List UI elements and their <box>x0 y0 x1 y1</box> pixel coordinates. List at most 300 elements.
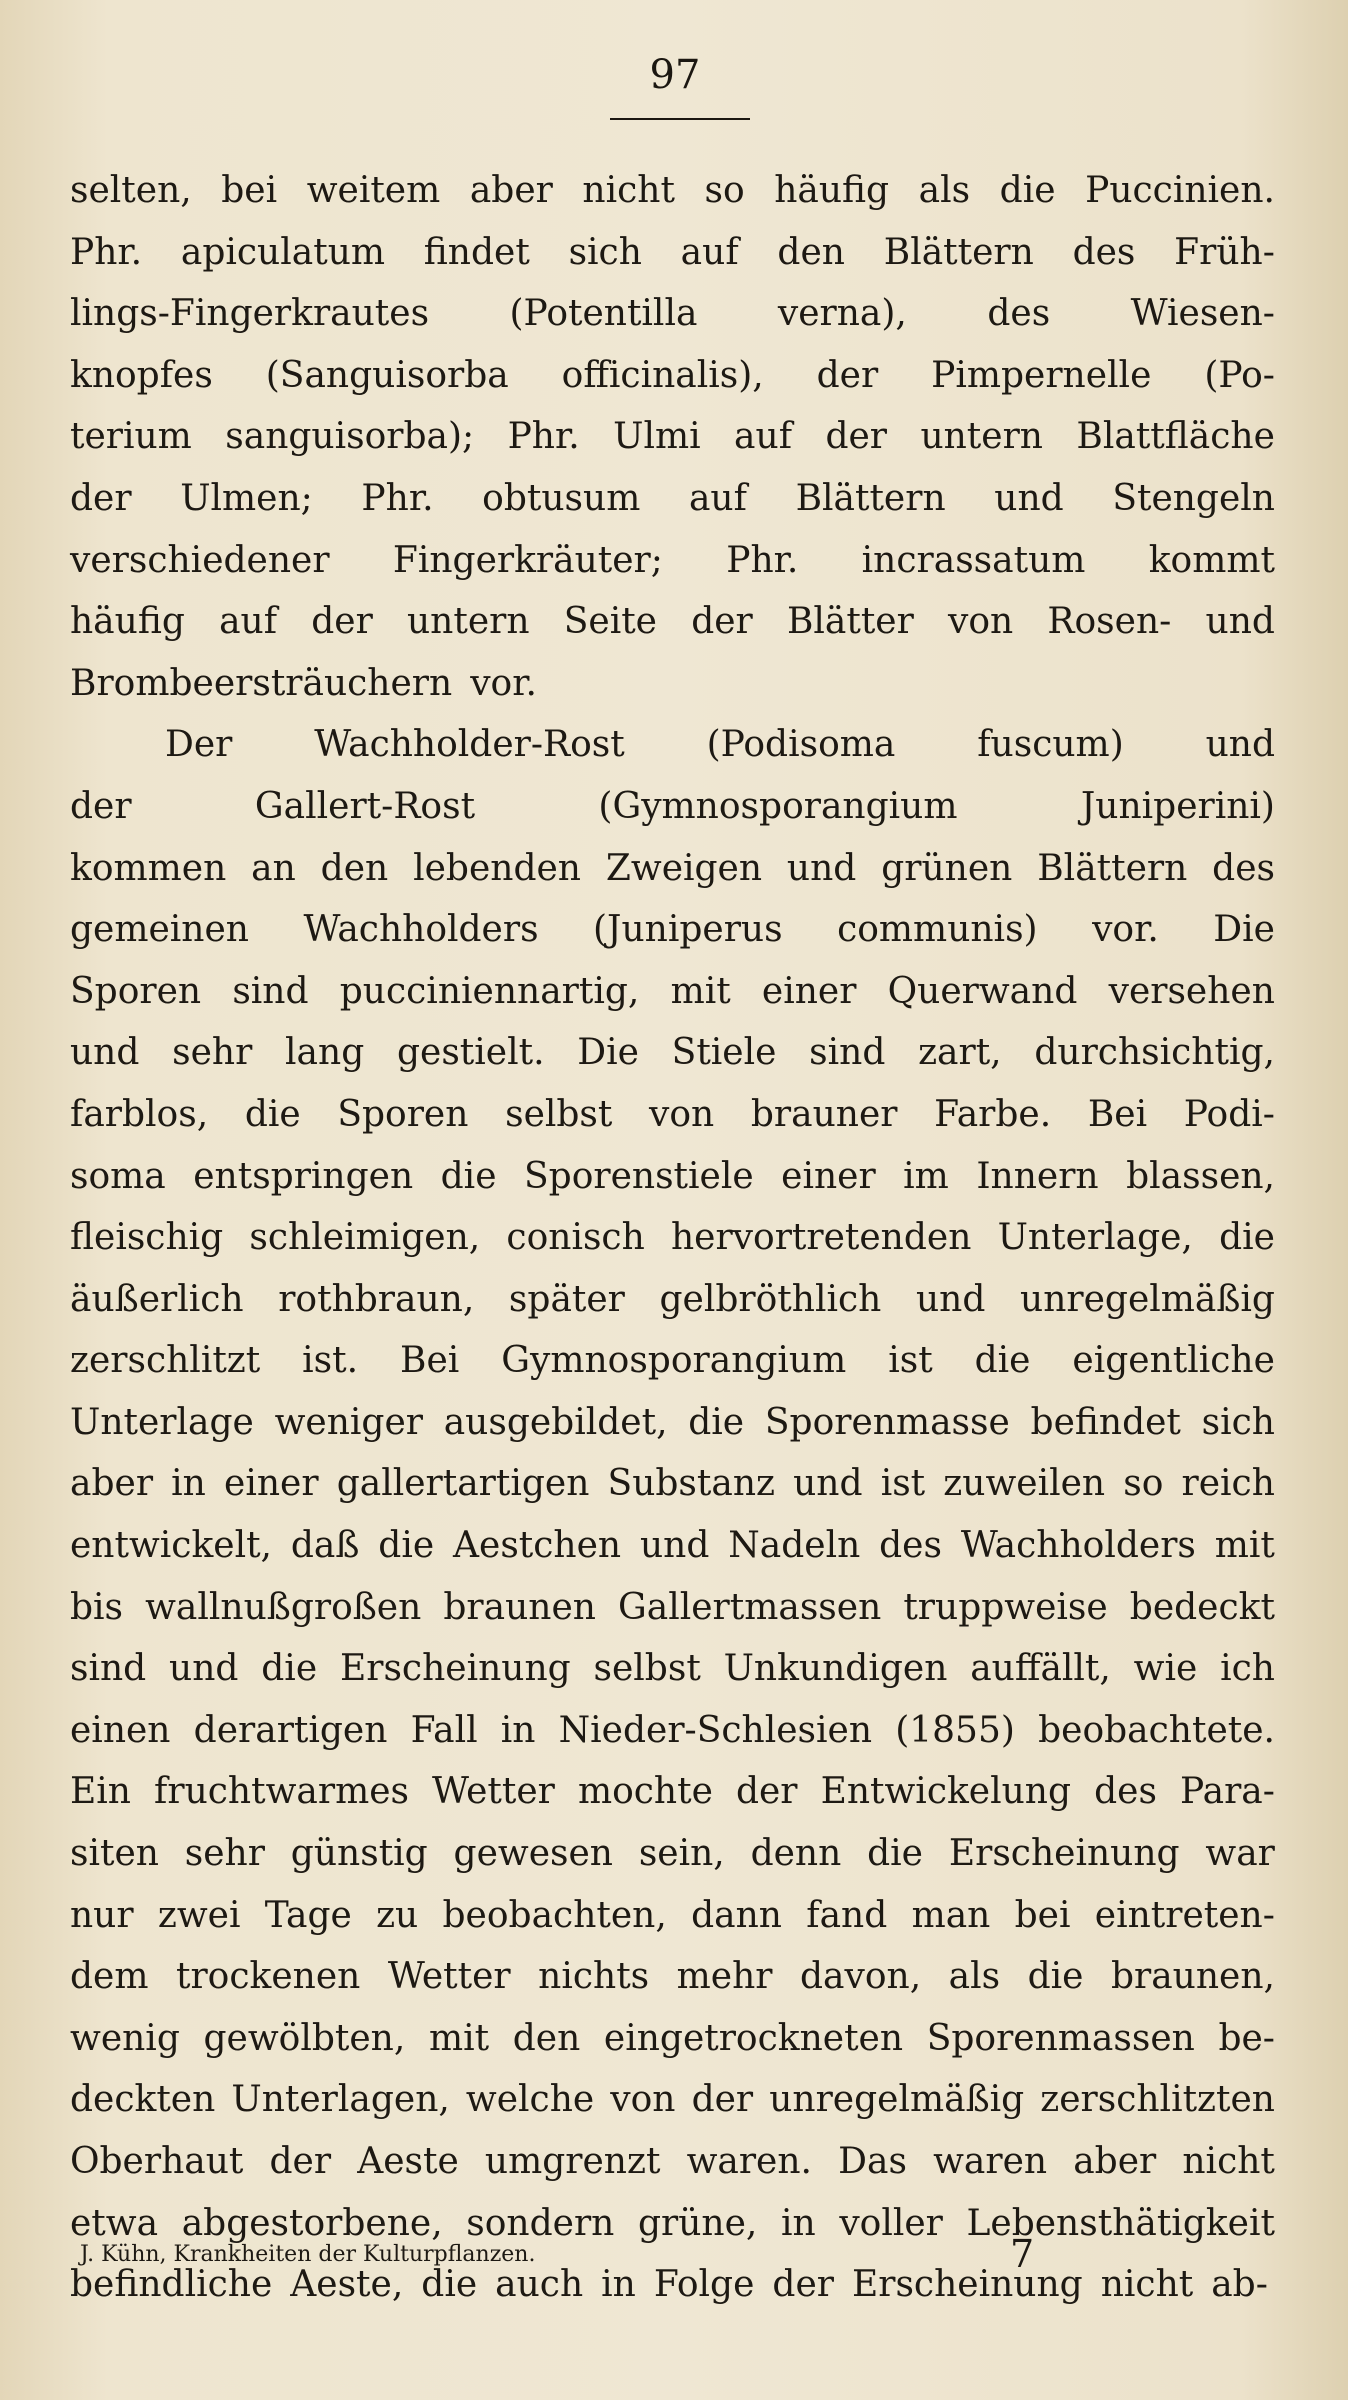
word: einer <box>781 1155 876 1197</box>
text-line <box>70 653 1275 715</box>
text-line <box>70 160 1275 222</box>
word: auffällt, <box>970 1648 1111 1690</box>
word: fand <box>806 1894 888 1936</box>
word: (Gymnosporangium <box>598 785 958 827</box>
word: Blättern <box>1037 847 1188 889</box>
word: Der <box>165 724 233 766</box>
word: des <box>1094 1771 1157 1813</box>
word: Fingerkräuter; <box>392 539 663 581</box>
word: Unterlage <box>70 1401 254 1443</box>
text-line <box>70 961 1275 1023</box>
word: aber <box>70 1463 154 1505</box>
word: der <box>825 416 888 458</box>
word: selbst <box>505 1093 613 1135</box>
word: nicht <box>1182 2141 1275 2182</box>
word: der <box>691 2079 754 2121</box>
word: Phr. <box>726 539 799 581</box>
word: vor. <box>1092 909 1159 951</box>
word: Tage <box>264 1894 352 1936</box>
word: Para- <box>1180 1771 1275 1813</box>
word: und <box>1205 724 1275 766</box>
word: Ein <box>70 1771 131 1813</box>
word: gemeinen <box>70 909 249 951</box>
word: von <box>948 601 1014 643</box>
word: und <box>793 1463 863 1505</box>
word: in <box>171 1463 206 1505</box>
word: kommen <box>70 847 227 889</box>
word: und <box>1205 601 1275 643</box>
word: Wachholders <box>960 1525 1196 1567</box>
word: reich <box>1181 1463 1275 1505</box>
word: die <box>440 1155 497 1197</box>
word: Farbe. <box>934 1093 1052 1135</box>
word: wenig <box>70 2017 180 2059</box>
word: der <box>70 785 132 827</box>
word: Erscheinung <box>339 1648 571 1690</box>
word: welche <box>465 2079 595 2121</box>
word: apiculatum <box>180 231 386 273</box>
word: Lebensthätigkeit <box>966 2202 1275 2244</box>
word: unregelmäßig <box>769 2079 1025 2121</box>
word: denn <box>750 1833 842 1875</box>
word: äußerlich <box>70 1278 244 1320</box>
word: ist <box>888 1340 933 1382</box>
word: braunen, <box>1110 1956 1275 1998</box>
word: Wetter <box>387 1956 511 1998</box>
word: Ulmi <box>613 416 701 458</box>
word: Wachholder-Rost <box>314 724 625 766</box>
word: die <box>688 1401 745 1443</box>
word: den <box>320 847 389 889</box>
word: zu <box>376 1894 419 1936</box>
word: die <box>261 1648 318 1690</box>
word: aber <box>469 170 553 211</box>
word: Aestchen <box>453 1525 622 1567</box>
word: Sporenstiele <box>524 1155 754 1197</box>
word: eigentliche <box>1072 1340 1275 1382</box>
word: Zweigen <box>605 847 763 889</box>
word: officinalis), <box>561 354 764 396</box>
word: die <box>999 170 1056 211</box>
word: und <box>169 1648 239 1690</box>
word: so <box>704 170 745 211</box>
word: grünen <box>881 847 1013 889</box>
header-rule <box>610 118 750 120</box>
word: Blättern <box>883 231 1034 273</box>
word: verna), <box>777 293 907 335</box>
word: Phr. <box>361 477 434 519</box>
word: umgrenzt <box>484 2141 661 2182</box>
word: eingetrockneten <box>603 2017 904 2059</box>
word: trockenen <box>176 1956 361 1998</box>
word: Pimpernelle <box>931 354 1152 396</box>
word: an <box>251 847 296 889</box>
word: ausgebildet, <box>443 1401 668 1443</box>
word: man <box>911 1894 991 1936</box>
word: beobachtete. <box>1038 1709 1275 1751</box>
word: entwickelt, <box>70 1525 272 1567</box>
word: Blattfläche <box>1076 416 1275 458</box>
text-line <box>70 1577 1275 1639</box>
word: Fall <box>410 1709 478 1751</box>
word: auch <box>495 2264 584 2306</box>
word: eintreten- <box>1094 1894 1275 1936</box>
word: Bei <box>1087 1093 1148 1135</box>
word: und <box>994 477 1064 519</box>
word: später <box>508 1278 625 1320</box>
word: durchsichtig, <box>1034 1032 1275 1074</box>
word: fuscum) <box>977 724 1124 766</box>
word: gewölbten, <box>203 2017 406 2059</box>
word: zerschlitzt <box>70 1340 261 1382</box>
text-line <box>70 1761 1275 1823</box>
word: (Podisoma <box>706 724 896 766</box>
word: Phr. <box>507 416 580 458</box>
word: waren <box>933 2141 1048 2182</box>
word: grüne, <box>637 2202 758 2244</box>
word: dem <box>70 1956 149 1998</box>
word: nichts <box>538 1956 650 1998</box>
word: der <box>816 354 879 396</box>
word: etwa <box>70 2202 159 2244</box>
word: Erscheinung <box>851 2264 1083 2306</box>
text-line <box>70 1146 1275 1208</box>
text-line <box>70 1022 1275 1084</box>
word: (Po- <box>1204 354 1275 396</box>
word: Sporen <box>70 970 202 1012</box>
word: incrassatum <box>861 539 1086 581</box>
word: sanguisorba); <box>225 416 475 458</box>
word: zerschlitzten <box>1040 2079 1275 2121</box>
word: Substanz <box>607 1463 775 1505</box>
word: Blätter <box>786 601 914 643</box>
word: in <box>500 1709 536 1751</box>
word: Querwand <box>887 970 1078 1012</box>
word: braunen <box>443 1586 596 1628</box>
word: bei <box>1014 1894 1071 1936</box>
word: als <box>918 170 971 211</box>
word: Wiesen- <box>1130 293 1275 335</box>
word: zuweilen <box>943 1463 1106 1505</box>
text-line <box>70 1700 1275 1762</box>
text-line <box>70 2008 1275 2070</box>
word: rothbraun, <box>278 1278 475 1320</box>
word: lings-Fingerkrautes <box>70 293 430 335</box>
word: gelbröthlich <box>659 1278 882 1320</box>
word: des <box>1072 231 1136 273</box>
word: Gallertmassen <box>618 1586 882 1628</box>
word: Sporenmassen <box>926 2017 1195 2059</box>
word: den <box>777 231 845 273</box>
word: unregelmäßig <box>1020 1278 1275 1320</box>
word: auf <box>680 231 739 273</box>
word: des <box>987 293 1051 335</box>
word: die <box>1027 1956 1084 1998</box>
word: auf <box>219 601 278 643</box>
word: untern <box>407 601 530 643</box>
footer-signature: J. Kühn, Krankheiten der Kulturpflanzen. <box>80 2242 536 2267</box>
word: Stiele <box>671 1032 777 1074</box>
word: verschiedener <box>70 539 330 581</box>
word: der <box>772 2264 834 2306</box>
word: Puccinien. <box>1085 170 1275 211</box>
word: Aeste, <box>290 2264 404 2306</box>
word: vor. <box>470 662 537 704</box>
word: (1855) <box>895 1709 1015 1751</box>
word: siten <box>70 1833 159 1875</box>
text-line <box>70 222 1275 284</box>
word: (Juniperus <box>593 909 783 951</box>
word: sind <box>232 970 309 1012</box>
text-line <box>70 1207 1275 1269</box>
word: Früh- <box>1174 231 1275 273</box>
word: Das <box>838 2141 907 2182</box>
word: der <box>269 2141 332 2182</box>
word: die <box>1219 1217 1275 1259</box>
text-line <box>70 345 1275 407</box>
word: Blättern <box>795 477 946 519</box>
word: die <box>378 1525 435 1567</box>
text-line <box>70 2069 1275 2131</box>
word: fleischig <box>70 1217 224 1259</box>
word: sein, <box>638 1833 725 1875</box>
word: be- <box>1218 2017 1275 2059</box>
word: wallnußgroßen <box>145 1586 422 1628</box>
text-line <box>70 1330 1275 1392</box>
word: davon, <box>799 1956 922 1998</box>
word: terium <box>70 416 192 458</box>
word: die <box>244 1093 301 1135</box>
text-line <box>70 406 1275 468</box>
word: Folge <box>653 2264 755 2306</box>
word: derartigen <box>193 1709 388 1751</box>
word: bis <box>70 1586 124 1628</box>
word: kommt <box>1148 539 1275 581</box>
word: der <box>311 601 373 643</box>
word: Stengeln <box>1112 477 1275 519</box>
word: ist <box>880 1463 926 1505</box>
word: voller <box>839 2202 943 2244</box>
word: mit <box>670 970 731 1012</box>
text-line <box>70 1823 1275 1885</box>
word: mochte <box>577 1771 713 1813</box>
word: nicht <box>582 170 675 211</box>
word: zart, <box>918 1032 1002 1074</box>
word: einer <box>761 970 857 1012</box>
word: einen <box>70 1709 171 1751</box>
word: sind <box>809 1032 886 1074</box>
word: Aeste <box>357 2141 459 2182</box>
text-line <box>70 899 1275 961</box>
word: bei <box>221 170 278 211</box>
word: sehr <box>184 1833 265 1875</box>
word: Wetter <box>432 1771 555 1813</box>
word: von <box>610 2079 676 2121</box>
text-line <box>70 1885 1275 1947</box>
word: beobachten, <box>442 1894 667 1936</box>
text-line <box>70 1392 1275 1454</box>
text-line <box>70 468 1275 530</box>
word: nicht <box>1100 2264 1194 2306</box>
word: häufig <box>70 601 185 643</box>
signature-mark: 7 <box>1010 2232 1035 2276</box>
word: Entwickelung <box>820 1771 1072 1813</box>
text-line <box>70 1453 1275 1515</box>
word: Brombeersträuchern <box>70 662 453 704</box>
word: weniger <box>274 1401 423 1443</box>
word: soma <box>70 1155 166 1197</box>
text-line <box>70 1084 1275 1146</box>
text-line <box>70 838 1275 900</box>
word: dann <box>691 1894 782 1936</box>
word: sich <box>1201 1401 1275 1443</box>
word: deckten <box>70 2079 216 2121</box>
word: so <box>1123 1463 1164 1505</box>
word: befindliche <box>70 2264 273 2306</box>
page-number: 97 <box>649 52 701 98</box>
word: conisch <box>506 1217 645 1259</box>
word: befindet <box>1030 1401 1181 1443</box>
word: gewesen <box>453 1833 613 1875</box>
word: Oberhaut <box>70 2141 244 2182</box>
word: Gallert-Rost <box>254 785 476 827</box>
word: als <box>948 1956 1001 1998</box>
word: den <box>512 2017 581 2059</box>
word: und <box>70 1032 140 1074</box>
word: pucciniennartig, <box>339 970 640 1012</box>
body-text <box>70 160 1275 2316</box>
word: findet <box>423 231 530 273</box>
word: gestielt. <box>396 1032 545 1074</box>
word: selbst <box>593 1648 701 1690</box>
word: aber <box>1073 2141 1157 2182</box>
word: und <box>915 1278 986 1320</box>
word: waren. <box>686 2141 812 2182</box>
word: hervortretenden <box>670 1217 972 1259</box>
word: Innern <box>976 1155 1099 1197</box>
word: (Sanguisorba <box>265 354 509 396</box>
word: auf <box>734 416 793 458</box>
word: obtusum <box>482 477 641 519</box>
word: lang <box>285 1032 365 1074</box>
word: und <box>639 1525 710 1567</box>
word: des <box>879 1525 942 1567</box>
word: Podi- <box>1183 1093 1275 1135</box>
text-line <box>70 530 1275 592</box>
text-line <box>70 591 1275 653</box>
word: Erscheinung <box>948 1833 1180 1875</box>
word: Bei <box>400 1340 460 1382</box>
word: Nieder-Schlesien <box>558 1709 873 1751</box>
word: Sporenmasse <box>764 1401 1010 1443</box>
word: der <box>70 477 132 519</box>
word: lebenden <box>413 847 581 889</box>
word: sehr <box>172 1032 253 1074</box>
word: Phr. <box>70 231 143 273</box>
word: Seite <box>563 601 657 643</box>
text-line <box>70 776 1275 838</box>
word: versehen <box>1108 970 1275 1012</box>
word: entspringen <box>193 1155 414 1197</box>
word: einer <box>224 1463 319 1505</box>
word: häufig <box>774 170 890 211</box>
word: sind <box>70 1648 147 1690</box>
word: abgestorbene, <box>181 2202 443 2244</box>
word: ab- <box>1211 2264 1268 2306</box>
word: knopfes <box>70 354 213 396</box>
word: der <box>691 601 753 643</box>
text-line <box>70 2131 1275 2193</box>
word: (Potentilla <box>509 293 698 335</box>
word: Nadeln <box>728 1525 861 1567</box>
word: Gymnosporangium <box>501 1340 847 1382</box>
word: schleimigen, <box>249 1217 481 1259</box>
word: mehr <box>676 1956 773 1998</box>
word: auf <box>688 477 747 519</box>
word: gallertartigen <box>336 1463 590 1505</box>
word: des <box>1212 847 1275 889</box>
text-line <box>70 1269 1275 1331</box>
word: Die <box>1213 909 1275 951</box>
word: der <box>735 1771 798 1813</box>
word: zwei <box>157 1894 241 1936</box>
word: Ulmen; <box>180 477 313 519</box>
word: war <box>1205 1833 1275 1875</box>
word: günstig <box>290 1833 428 1875</box>
word: die <box>974 1340 1031 1382</box>
word: Unterlagen, <box>231 2079 450 2121</box>
word: in <box>780 2202 816 2244</box>
word: in <box>601 2264 636 2306</box>
word: und <box>786 847 857 889</box>
word: ich <box>1220 1648 1275 1690</box>
text-line <box>70 1638 1275 1700</box>
word: sondern <box>466 2202 615 2244</box>
word: nur <box>70 1894 134 1936</box>
word: blassen, <box>1126 1155 1275 1197</box>
word: untern <box>920 416 1043 458</box>
word: wie <box>1133 1648 1198 1690</box>
word: Rosen- <box>1047 601 1172 643</box>
word: Die <box>577 1032 639 1074</box>
word: die <box>867 1833 923 1875</box>
word: bedeckt <box>1129 1586 1275 1628</box>
word: selten, <box>70 170 192 211</box>
word: sich <box>568 231 642 273</box>
word: communis) <box>837 909 1038 951</box>
text-line <box>70 283 1275 345</box>
word: Unkundigen <box>723 1648 948 1690</box>
word: von <box>649 1093 715 1135</box>
word: Juniperini) <box>1080 785 1275 827</box>
text-line <box>70 714 1275 776</box>
word: Unterlage, <box>997 1217 1193 1259</box>
word: weitem <box>306 170 441 211</box>
word: im <box>903 1155 949 1197</box>
word: Sporen <box>337 1093 469 1135</box>
text-line <box>70 1946 1275 2008</box>
word: truppweise <box>903 1586 1108 1628</box>
word: die <box>421 2264 478 2306</box>
word: mit <box>1214 1525 1275 1567</box>
word: Wachholders <box>303 909 539 951</box>
word: daß <box>290 1525 360 1567</box>
word: ist. <box>302 1340 359 1382</box>
word: brauner <box>750 1093 898 1135</box>
word: fruchtwarmes <box>154 1771 409 1813</box>
text-line <box>70 1515 1275 1577</box>
word: mit <box>428 2017 490 2059</box>
